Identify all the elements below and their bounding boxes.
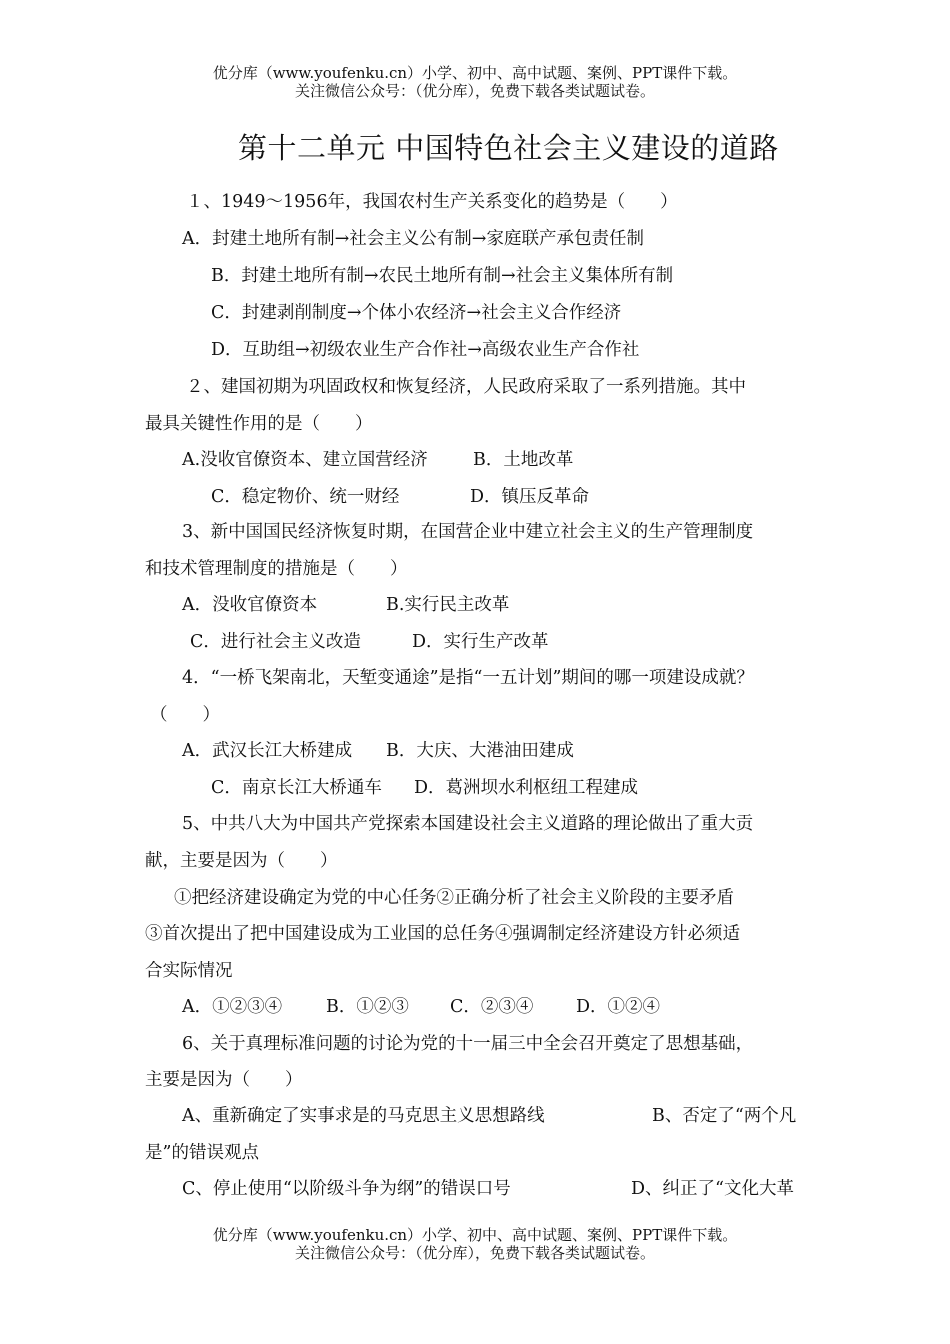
page-header [0, 64, 950, 100]
footer-line-2: 关注微信公众号：（优分库），免费下载各类试题试卷。 [294, 1244, 655, 1262]
q1-option-a: A．封建土地所有制→社会主义公有制→家庭联产承包责任制 [182, 229, 644, 249]
q4-stem-line-2: （ ） [150, 705, 220, 725]
q5-statement-line-2: ③首次提出了把中国建设成为工业国的总任务④强调制定经济建设方针必须适 [145, 924, 740, 944]
q1-stem: １、1949～1956年，我国农村生产关系变化的趋势是（ ） [186, 192, 678, 212]
q3-option-d: D．实行生产改革 [412, 632, 549, 652]
q2-option-b: B．土地改革 [473, 450, 574, 470]
q4-stem-line-1: 4．“一桥飞架南北，天堑变通途”是指“一五计划”期间的哪一项建设成就？ [182, 668, 754, 688]
q1-option-c: C．封建剥削制度→个体小农经济→社会主义合作经济 [211, 303, 622, 323]
footer-line-1: 优分库（www.youfenku.cn）小学、初中、高中试题、案例、PPT课件下载。 [212, 1226, 738, 1244]
q4-option-d: D．葛洲坝水利枢纽工程建成 [414, 778, 639, 798]
q5-option-d: D．①②④ [576, 997, 661, 1017]
page-footer [0, 1226, 950, 1262]
q5-option-b: B．①②③ [326, 997, 409, 1017]
header-line-2: 关注微信公众号：（优分库），免费下载各类试题试卷。 [294, 82, 655, 100]
q6-option-d: D、纠正了“文化大革 [631, 1179, 794, 1199]
q6-option-b-line-1: B、否定了“两个凡 [652, 1106, 797, 1126]
q5-option-c: C．②③④ [450, 997, 534, 1017]
q4-option-b: B．大庆、大港油田建成 [386, 741, 574, 761]
q5-statement-line-3: 合实际情况 [145, 961, 233, 981]
q3-option-a: A．没收官僚资本 [182, 595, 318, 615]
q2-option-c: C．稳定物价、统一财经 [211, 487, 400, 507]
q5-stem-line-2: 献，主要是因为（ ） [145, 851, 338, 871]
q3-stem-line-1: 3、新中国国民经济恢复时期，在国营企业中建立社会主义的生产管理制度 [182, 522, 754, 542]
q3-stem-line-2: 和技术管理制度的措施是（ ） [145, 559, 408, 579]
q2-option-a: A.没收官僚资本、建立国营经济 [182, 450, 428, 470]
q3-option-b: B.实行民主改革 [386, 595, 510, 615]
q5-statement-line-1: ①把经济建设确定为党的中心任务②正确分析了社会主义阶段的主要矛盾 [174, 888, 734, 908]
document-title: 第十二单元 中国特色社会主义建设的道路 [238, 131, 779, 165]
q5-stem-line-1: 5、中共八大为中国共产党探索本国建设社会主义道路的理论做出了重大贡 [182, 814, 754, 834]
q6-stem-line-1: 6、关于真理标准问题的讨论为党的十一届三中全会召开奠定了思想基础， [182, 1034, 754, 1054]
q2-stem-line-2: 最具关键性作用的是（ ） [145, 414, 373, 434]
q2-option-d: D．镇压反革命 [470, 487, 590, 507]
q2-stem-line-1: ２、建国初期为巩固政权和恢复经济，人民政府采取了一系列措施。其中 [186, 377, 746, 397]
q4-option-c: C．南京长江大桥通车 [211, 778, 382, 798]
q6-option-a: A、重新确定了实事求是的马克思主义思想路线 [182, 1106, 545, 1126]
q6-option-b-line-2: 是”的错误观点 [145, 1143, 259, 1163]
q1-option-b: B．封建土地所有制→农民土地所有制→社会主义集体所有制 [211, 266, 674, 286]
q1-option-d: D．互助组→初级农业生产合作社→高级农业生产合作社 [211, 340, 640, 360]
q3-option-c: C．进行社会主义改造 [190, 632, 361, 652]
q5-option-a: A．①②③④ [182, 997, 283, 1017]
q4-option-a: A．武汉长江大桥建成 [182, 741, 353, 761]
header-line-1: 优分库（www.youfenku.cn）小学、初中、高中试题、案例、PPT课件下载。 [212, 64, 738, 82]
q6-stem-line-2: 主要是因为（ ） [145, 1070, 303, 1090]
q6-option-c: C、停止使用“以阶级斗争为纲”的错误口号 [182, 1179, 511, 1199]
